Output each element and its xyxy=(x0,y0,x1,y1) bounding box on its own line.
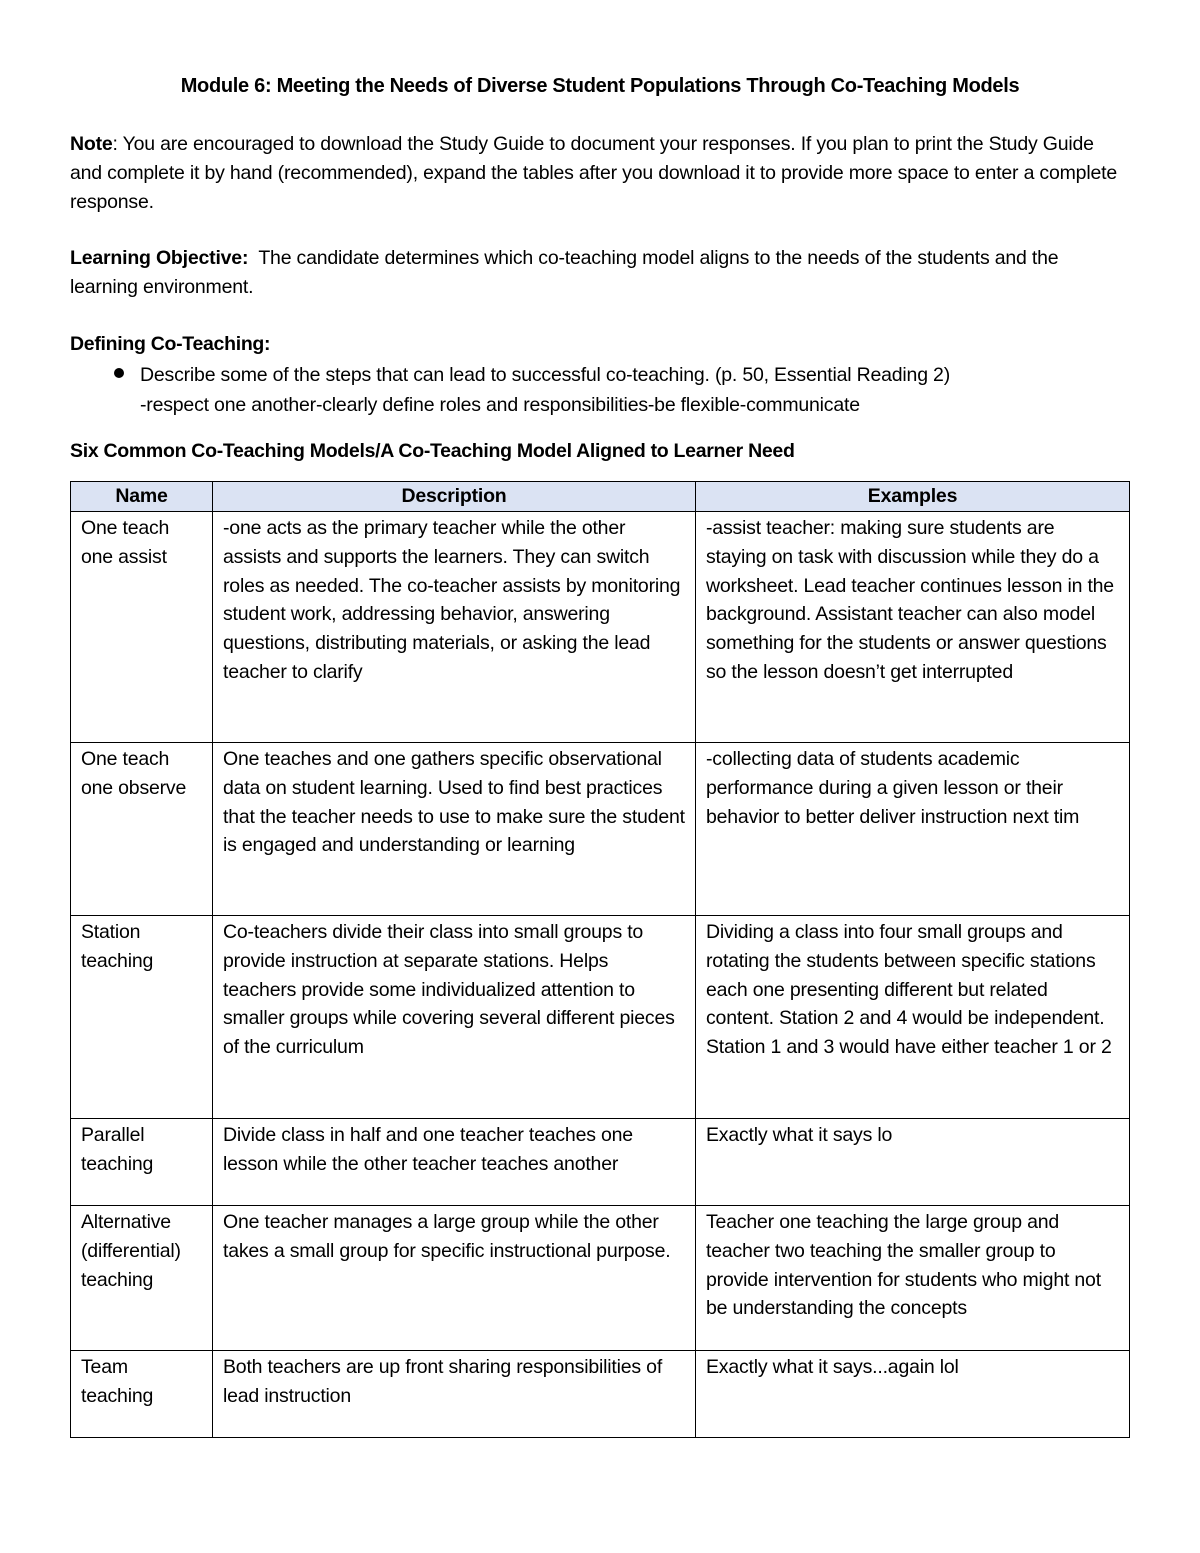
header-name: Name xyxy=(71,482,213,512)
note-text: : You are encouraged to download the Study Guide to document your responses. If you plan to print the Study Guide and complete it by hand (recommended), expand the tables after you download it to provide more space to enter a complete response. xyxy=(70,133,1117,213)
learning-objective-text: The candidate determines which co-teaching model aligns to the needs of the students and the learning environment. xyxy=(70,247,1064,298)
model-example-cell: Exactly what it says lo xyxy=(696,1119,1130,1206)
models-section-heading: Six Common Co-Teaching Models/A Co-Teaching Model Aligned to Learner Need xyxy=(70,440,795,462)
model-example-cell: Exactly what it says...again lol xyxy=(696,1351,1130,1438)
table-row xyxy=(71,1206,1130,1351)
page-title: Module 6: Meeting the Needs of Diverse Student Populations Through Co-Teaching Models xyxy=(180,75,1020,97)
header-description: Description xyxy=(213,482,696,512)
model-description-cell: Both teachers are up front sharing responsibilities of lead instruction xyxy=(213,1351,696,1438)
learning-objective-label: Learning Objective: xyxy=(70,247,249,269)
model-example-cell: -collecting data of students academic performance during a given lesson or their behavior to better deliver instruction next tim xyxy=(696,743,1130,916)
model-example-cell: Teacher one teaching the large group and teacher two teaching the smaller group to provide intervention for students who might not be understanding the concepts xyxy=(696,1206,1130,1351)
bullet-dot-icon xyxy=(114,368,124,378)
model-name-cell: One teach one observe xyxy=(71,743,213,916)
table-row xyxy=(71,1351,1130,1438)
model-description-cell: Co-teachers divide their class into small groups to provide instruction at separate stations. Helps teachers provide some individualized attention to smaller groups while covering several different pieces of the curriculum xyxy=(213,916,696,1119)
table-row xyxy=(71,512,1130,743)
model-name-cell: Parallel teaching xyxy=(71,1119,213,1206)
defining-bullet-answer: -respect one another-clearly define roles and responsibilities-be flexible-communicate xyxy=(140,394,860,416)
table-header-row xyxy=(71,482,1130,512)
learning-objective-paragraph xyxy=(70,244,1130,302)
header-examples: Examples xyxy=(696,482,1130,512)
table-row xyxy=(71,1119,1130,1206)
model-name-cell: One teach one assist xyxy=(71,512,213,743)
note-label: Note xyxy=(70,133,113,155)
model-name-cell: Station teaching xyxy=(71,916,213,1119)
defining-bullet-question: Describe some of the steps that can lead to successful co-teaching. (p. 50, Essential Reading 2) xyxy=(140,364,950,386)
note-paragraph xyxy=(70,130,1130,217)
co-teaching-models-table xyxy=(70,481,1130,1438)
model-example-cell: Dividing a class into four small groups and rotating the students between specific stations each one presenting different but related content. Station 2 and 4 would be independent. Station 1 and 3 would have either teacher 1 or 2 xyxy=(696,916,1130,1119)
model-description-cell: One teaches and one gathers specific observational data on student learning. Used to find best practices that the teacher needs to use to make sure the student is engaged and understanding or learning xyxy=(213,743,696,916)
model-description-cell: -one acts as the primary teacher while the other assists and supports the learners. They can switch roles as needed. The co-teacher assists by monitoring student work, addressing behavior, answering questions, distributing materials, or asking the lead teacher to clarify xyxy=(213,512,696,743)
model-name-cell: Alternative (differential) teaching xyxy=(71,1206,213,1351)
defining-co-teaching-heading: Defining Co-Teaching: xyxy=(70,333,271,355)
model-description-cell: Divide class in half and one teacher teaches one lesson while the other teacher teaches another xyxy=(213,1119,696,1206)
model-example-cell: -assist teacher: making sure students are staying on task with discussion while they do a worksheet. Lead teacher continues lesson in the background. Assistant teacher can also model something for the students or answer questions so the lesson doesn’t get interrupted xyxy=(696,512,1130,743)
table-row xyxy=(71,916,1130,1119)
table-row xyxy=(71,743,1130,916)
model-name-cell: Team teaching xyxy=(71,1351,213,1438)
model-description-cell: One teacher manages a large group while the other takes a small group for specific instructional purpose. xyxy=(213,1206,696,1351)
